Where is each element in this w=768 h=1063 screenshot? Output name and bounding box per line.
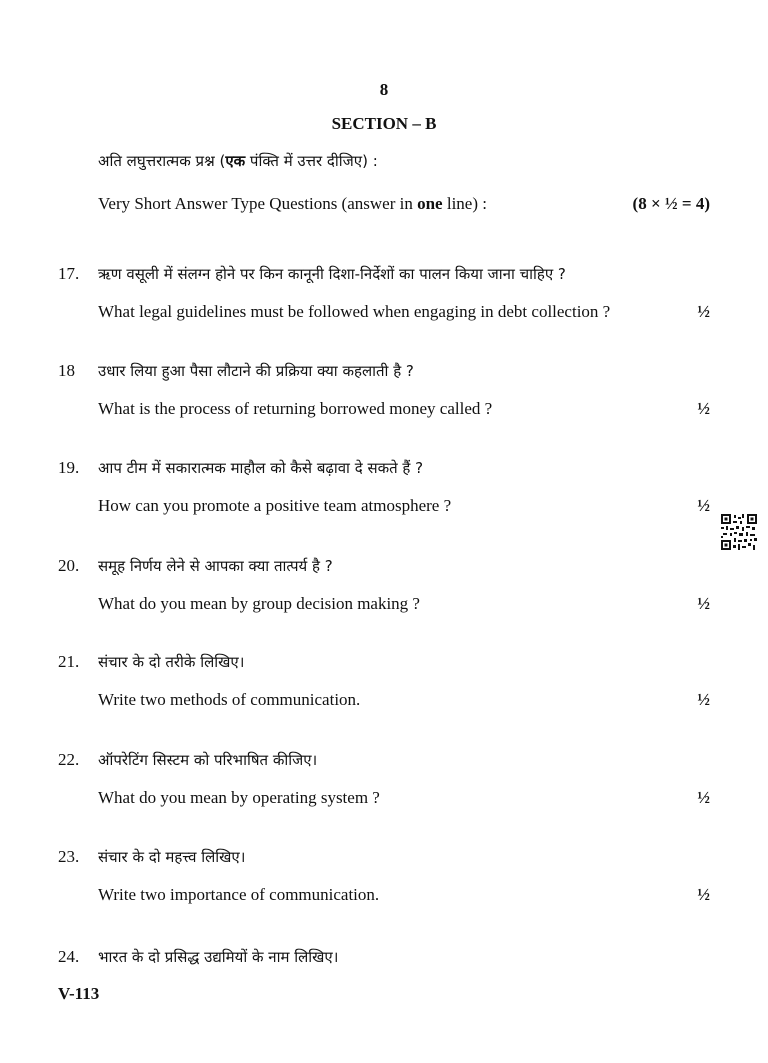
- instructions-hindi-post: पंक्ति में उत्तर दीजिए) :: [245, 152, 378, 170]
- question-23: [0, 847, 768, 927]
- question-text-english: How can you promote a positive team atmosphere ?: [98, 496, 452, 515]
- question-21: [0, 652, 768, 732]
- question-19: [0, 458, 768, 538]
- instructions-hindi: [98, 151, 378, 171]
- question-number: 21.: [58, 652, 80, 671]
- question-marks: ½: [697, 302, 710, 321]
- instructions-english: [98, 194, 487, 214]
- question-marks: ½: [697, 788, 710, 807]
- question-number: 22.: [58, 750, 80, 769]
- question-marks: ½: [697, 496, 710, 515]
- question-text-english: What do you mean by operating system ?: [98, 788, 380, 807]
- section-title: SECTION – B: [331, 114, 437, 133]
- page-number: 8: [379, 80, 389, 99]
- question-marks: ½: [697, 399, 710, 418]
- question-marks: ½: [697, 885, 710, 904]
- question-text-hindi: संचार के दो महत्त्व लिखिए।: [98, 848, 246, 866]
- instructions-english-post: line) :: [442, 194, 487, 213]
- question-22: [0, 750, 768, 830]
- question-text-hindi: आप टीम में सकारात्मक माहौल को कैसे बढ़ावा दे सकते हैं ?: [98, 459, 424, 477]
- question-text-hindi: उधार लिया हुआ पैसा लौटाने की प्रक्रिया क्या कहलाती है ?: [98, 362, 414, 380]
- question-text-english: What is the process of returning borrowed money called ?: [98, 399, 493, 418]
- question-text-hindi: समूह निर्णय लेने से आपका क्या तात्पर्य है ?: [98, 557, 333, 575]
- question-number: 23.: [58, 847, 80, 866]
- question-text-hindi: ऑपरेटिंग सिस्टम को परिभाषित कीजिए।: [98, 751, 318, 769]
- question-marks: ½: [697, 690, 710, 709]
- question-number: 18: [58, 361, 75, 380]
- question-number: 24.: [58, 947, 80, 966]
- question-24: [0, 947, 768, 977]
- instructions-hindi-pre: अति लघुत्तरात्मक प्रश्न (: [98, 152, 226, 170]
- question-text-english: What do you mean by group decision making ?: [98, 594, 420, 613]
- question-17: [0, 264, 768, 344]
- qr-code-icon: [721, 514, 757, 550]
- question-18: [0, 361, 768, 441]
- instructions-english-pre: Very Short Answer Type Questions (answer in: [98, 194, 418, 213]
- question-marks: ½: [697, 594, 710, 613]
- marks-total: (8 × ½ = 4): [632, 194, 710, 213]
- question-text-english: Write two methods of communication.: [98, 690, 361, 709]
- question-text-english: What legal guidelines must be followed when engaging in debt collection ?: [98, 302, 611, 321]
- instructions-hindi-bold: एक: [225, 152, 246, 170]
- question-text-hindi: संचार के दो तरीके लिखिए।: [98, 653, 245, 671]
- question-text-hindi: ऋण वसूली में संलग्न होने पर किन कानूनी दिशा-निर्देशों का पालन किया जाना चाहिए ?: [98, 265, 566, 283]
- question-number: 19.: [58, 458, 80, 477]
- question-text-english: Write two importance of communication.: [98, 885, 380, 904]
- instructions-english-bold: one: [417, 194, 443, 213]
- question-number: 20.: [58, 556, 80, 575]
- question-text-hindi: भारत के दो प्रसिद्ध उद्यमियों के नाम लिखिए।: [98, 948, 339, 966]
- question-number: 17.: [58, 264, 80, 283]
- question-20: [0, 556, 768, 636]
- paper-code: V-113: [58, 984, 100, 1003]
